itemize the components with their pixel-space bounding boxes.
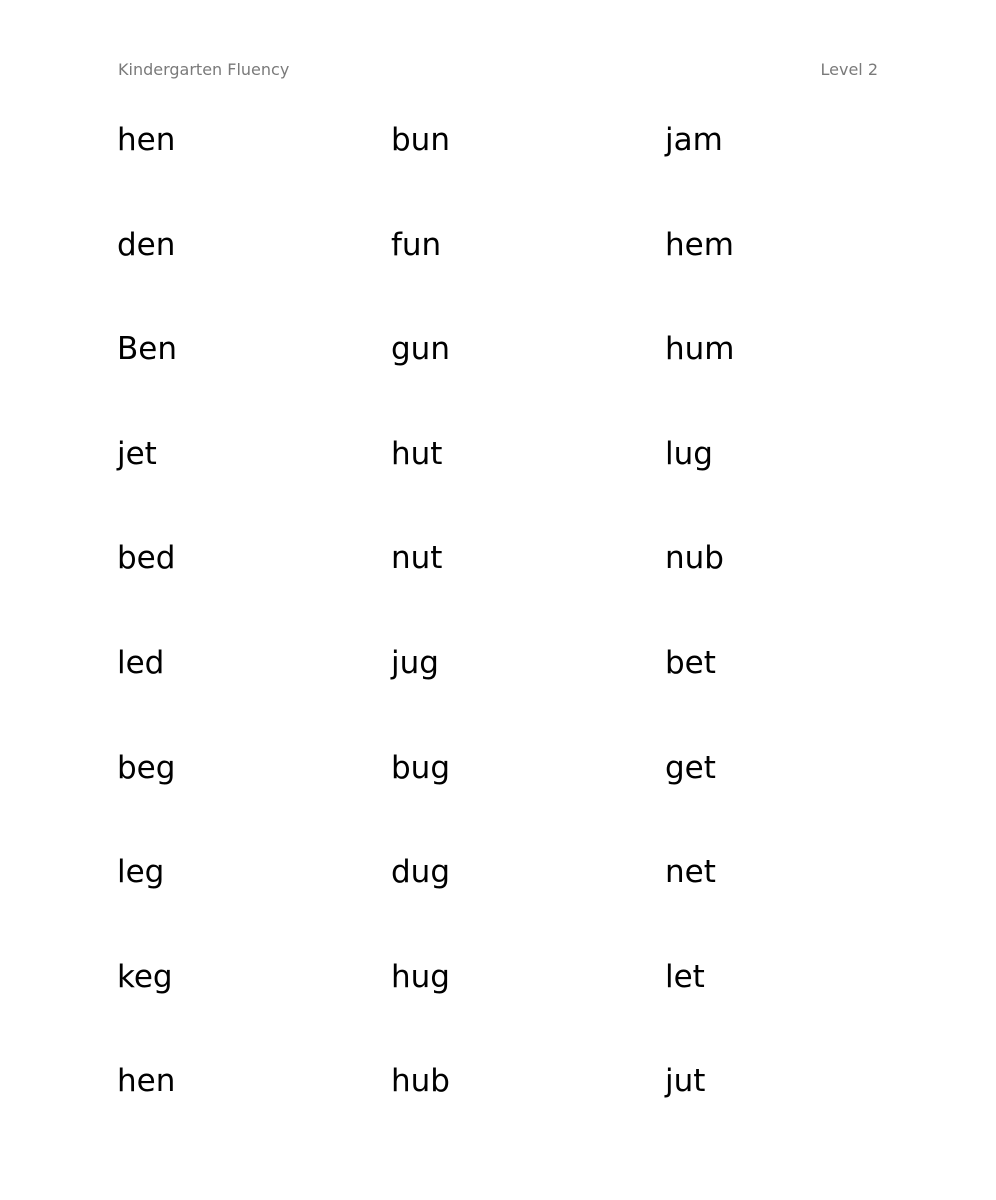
word-item: leg	[117, 854, 165, 891]
word-item: den	[117, 226, 176, 263]
word-item: nut	[391, 540, 443, 577]
level-label: Level 2	[820, 60, 878, 79]
word-item: bed	[117, 540, 176, 577]
word-item: let	[665, 958, 705, 995]
word-item: hut	[391, 435, 443, 472]
word-item: hug	[391, 958, 450, 995]
word-item: jug	[391, 645, 439, 681]
word-item: hen	[117, 1063, 176, 1100]
word-item: bug	[391, 749, 451, 786]
word-item: fun	[391, 226, 442, 263]
word-item: hem	[665, 226, 734, 263]
word-item: jut	[665, 1063, 706, 1100]
word-item: led	[117, 645, 165, 681]
word-item: jam	[665, 122, 723, 158]
word-item: bet	[665, 645, 716, 681]
word-item: Ben	[117, 331, 177, 368]
word-item: net	[665, 854, 716, 891]
word-item: bun	[391, 122, 450, 158]
word-item: keg	[117, 958, 173, 995]
word-item: lug	[665, 435, 713, 472]
word-item: jet	[117, 435, 157, 472]
word-item: nub	[665, 540, 724, 577]
word-item: gun	[391, 331, 450, 368]
word-item: get	[665, 749, 716, 786]
word-item: hen	[117, 122, 176, 158]
worksheet-title: Kindergarten Fluency	[118, 60, 290, 79]
word-item: hub	[391, 1063, 450, 1100]
word-item: beg	[117, 749, 176, 786]
word-item: hum	[665, 331, 735, 368]
word-item: dug	[391, 854, 451, 891]
